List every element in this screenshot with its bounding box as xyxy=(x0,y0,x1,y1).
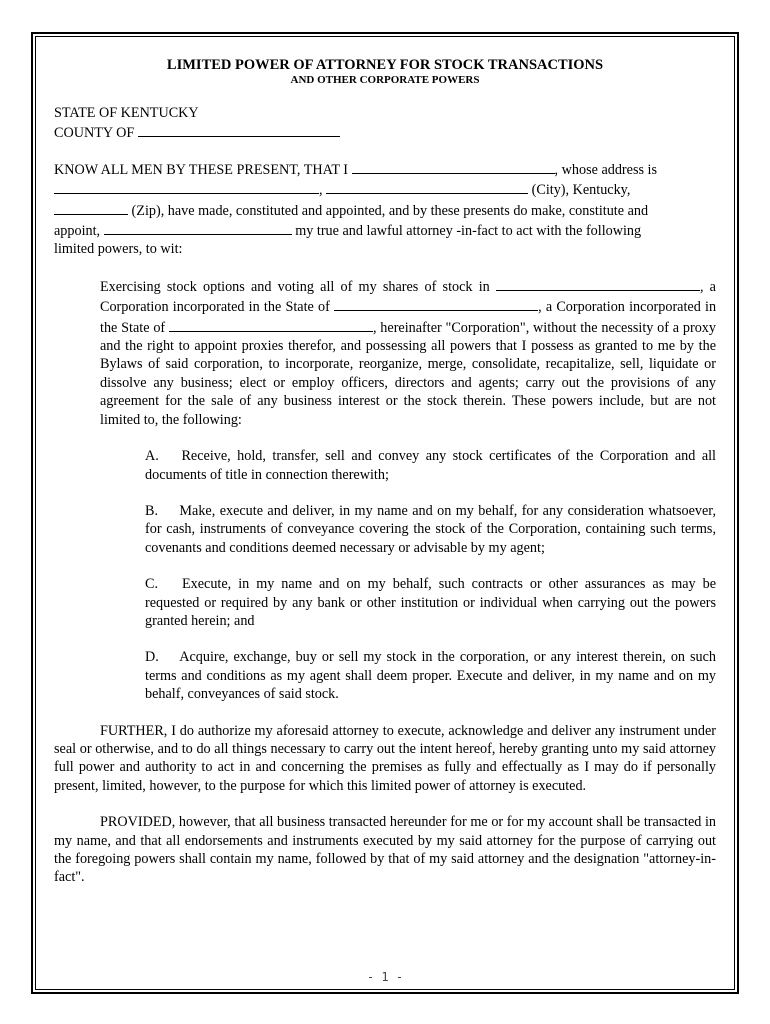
power-item-a xyxy=(145,447,716,484)
know-text-6: appoint, xyxy=(54,223,101,240)
exercise-text-5: incorporated in the State of xyxy=(100,299,717,336)
state-of-incorporation-blank[interactable] xyxy=(334,296,538,311)
item-label: D. xyxy=(145,649,159,666)
document-title: LIMITED POWER OF ATTORNEY FOR STOCK TRANSACTIONS xyxy=(166,57,604,73)
principal-name-blank[interactable] xyxy=(352,159,555,174)
item-label: B. xyxy=(145,502,159,519)
second-state-blank[interactable] xyxy=(169,317,373,332)
further-paragraph: FURTHER, I do authorize my aforesaid attorney to execute, acknowledge and deliver any instrument under seal or otherwise, and to do all things necessary to carry out the intent hereof, hereby granting unto my said attorney full power and authority to act in and concerning the premises as fully and effectually as I may do if personally present, limited, however, to the purpose for which this limited power of attorney is executed. xyxy=(54,722,716,794)
document-body xyxy=(54,56,716,887)
know-text-1: KNOW ALL MEN BY THESE PRESENT, THAT I xyxy=(54,161,348,178)
power-item-d xyxy=(145,648,716,703)
county-blank[interactable] xyxy=(138,122,340,137)
county-label: COUNTY OF xyxy=(54,125,135,142)
item-text: Execute, in my name and on my behalf, such contracts or other assurances as may be requested or required by any bank or other institution or individual when carrying out the powers granted herein; and xyxy=(145,576,717,629)
exercise-paragraph xyxy=(100,276,716,429)
attorney-name-blank[interactable] xyxy=(104,220,292,235)
county-line xyxy=(54,122,716,142)
know-text-5: (Zip), have made, constituted and appointed, and by these presents do make, constitute and xyxy=(131,202,649,219)
exercise-text-2: , a xyxy=(699,278,716,295)
power-item-c xyxy=(145,575,716,630)
know-text-3: , xyxy=(319,182,323,199)
appointment-paragraph xyxy=(54,159,716,259)
item-text: Receive, hold, transfer, sell and convey any stock certificates of the Corporation and all documents of title in connection therewith; xyxy=(145,448,716,483)
state-line: STATE OF KENTUCKY xyxy=(54,105,199,121)
page-number: - 1 - xyxy=(366,970,404,984)
city-blank[interactable] xyxy=(326,179,528,194)
provided-paragraph: PROVIDED, however, that all business transacted hereunder for me or for my account shall be transacted in my name, and that all endorsements and instruments executed by my said attorney for the purpose of carrying out the foregoing powers shall contain my name, followed by that of my said attorney and the designation "attorney-in-fact". xyxy=(54,814,716,886)
item-text: Acquire, exchange, buy or sell my stock in the corporation, or any interest therein, on such terms and conditions as my agent shall deem proper. Execute and deliver, in my name and on my behalf, conveyances of said stock. xyxy=(145,649,717,703)
know-text-4: (City), Kentucky, xyxy=(531,182,631,199)
stock-company-blank[interactable] xyxy=(496,276,700,291)
address-blank[interactable] xyxy=(54,179,319,194)
power-item-b xyxy=(145,502,716,557)
exercise-text-4: , a Corporation xyxy=(538,299,625,316)
know-text-8: limited powers, to wit: xyxy=(54,241,183,258)
exercise-text-3: Corporation incorporated in the State of xyxy=(100,299,330,316)
exercise-text-6: , hereinafter "Corporation", without the necessity of a proxy and the right to appoint proxies therefor, and possessing all powers that I possess as granted to me by the Bylaws of said corporation, to incorporate, reorganize, merge, consolidate, recapitalize, sell, liquidate or dissolve any business; elect or employ officers, directors and agents; carry out the provisions of any agreement for the sale of any business interest or the stock therein. These powers include, but are not limited to, the following: xyxy=(100,319,716,428)
venue-block xyxy=(54,104,716,143)
item-label: C. xyxy=(145,576,159,593)
document-subtitle: AND OTHER CORPORATE POWERS xyxy=(290,74,480,86)
item-label: A. xyxy=(145,448,159,465)
exercise-text-1: Exercising stock options and voting all of my shares of stock in xyxy=(100,278,490,295)
know-text-2: , whose address is xyxy=(554,161,657,178)
know-text-7: my true and lawful attorney -in-fact to act with the following xyxy=(295,223,642,240)
zip-blank[interactable] xyxy=(54,200,128,215)
item-text: Make, execute and deliver, in my name and on my behalf, for any consideration whatsoever, for cash, instruments of conveyance covering the stock of the Corporation, containing such terms, covenants and conditions deemed necessary or advisable by my agent; xyxy=(145,502,717,556)
